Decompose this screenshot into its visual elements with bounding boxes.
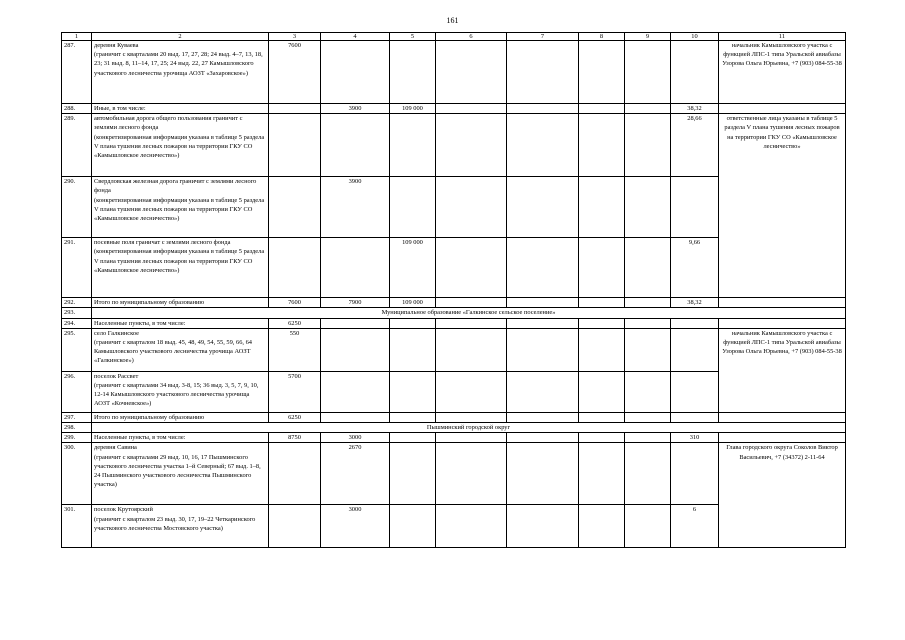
table-row (62, 318, 846, 328)
col6-value (436, 371, 507, 412)
row-number: 289. (62, 114, 92, 177)
row-description: (граничит с кварталами 29 выд. 10, 16, 17 Пышминского участкового лесничества участка 1–й Северный; 67 выд. 1–8, 24 Пышминского участкового лесничества Пышминского участка) (94, 453, 261, 489)
col4-value (321, 318, 390, 328)
row-description: (конкретизированная информация указана в таблице 5 раздела V плана тушения лесных пожаров на территории ГКУ СО «Камышловское лесничество») (94, 196, 265, 223)
row-number: 287. (62, 41, 92, 104)
col9-value (625, 41, 671, 104)
header-cell: 8 (579, 33, 625, 41)
row-description: (конкретизированная информация указана в таблице 5 раздела V плана тушения лесных пожаров на территории ГКУ СО «Камышловское лесничество») (94, 248, 265, 274)
col10-value: 9,66 (671, 238, 719, 298)
col5-value (390, 318, 436, 328)
col8-value (579, 412, 625, 422)
col7-value (507, 371, 579, 412)
col3-value: 7600 (269, 41, 321, 104)
col4-value: 7900 (321, 298, 390, 308)
table-row (62, 41, 846, 104)
header-cell: 1 (62, 33, 92, 41)
row-description: (конкретизированная информация указана в таблице 5 раздела V плана тушения лесных пожаров на территории ГКУ СО «Камышловское лесничество») (94, 133, 265, 160)
col5-value (390, 328, 436, 371)
row-name: Населенные пункты, в том числе: (92, 433, 269, 443)
col5-value (390, 114, 436, 177)
row-name-cell (92, 41, 269, 104)
col8-value (579, 298, 625, 308)
col8-value (579, 433, 625, 443)
col10-value: 28,66 (671, 114, 719, 177)
col5-value: 109 000 (390, 104, 436, 114)
row-name-cell (92, 238, 269, 298)
row-number: 298. (62, 423, 92, 433)
col4-value: 3000 (321, 505, 390, 548)
col10-value: 6 (671, 505, 719, 548)
row-name-cell (92, 505, 269, 548)
col6-value (436, 298, 507, 308)
row-number: 288. (62, 104, 92, 114)
row-name-cell (92, 443, 269, 505)
col8-value (579, 443, 625, 505)
col4-value (321, 114, 390, 177)
row-name: Итого по муниципальному образованию (92, 412, 269, 422)
col10-value (671, 318, 719, 328)
table-row (62, 412, 846, 422)
col6-value (436, 238, 507, 298)
col9-value (625, 104, 671, 114)
row-description: (граничит с кварталом 18 выд. 45, 48, 49, 54, 55, 59, 66, 64 Камышловского участкового лесничества урочища АОЗТ «Галкинское») (94, 339, 252, 365)
col9-value (625, 114, 671, 177)
row-number: 295. (62, 328, 92, 371)
row-description: (граничит с кварталами 34 выд. 3-8, 15; 36 выд. 3, 5, 7, 9, 10, 12-14 Камышловского участкового лесничества урочища АОЗТ «Кочневское») (94, 382, 259, 408)
header-cell: 6 (436, 33, 507, 41)
col4-value: 2670 (321, 443, 390, 505)
col9-value (625, 433, 671, 443)
col4-value (321, 41, 390, 104)
row-number: 300. (62, 443, 92, 505)
row-name: Иные, в том числе: (92, 104, 269, 114)
row-name: автомобильная дорога общего пользования граничит с землями лесного фонда (94, 115, 243, 132)
col8-value (579, 328, 625, 371)
row-number: 290. (62, 177, 92, 238)
col3-value: 550 (269, 328, 321, 371)
col3-value: 8750 (269, 433, 321, 443)
header-cell: 9 (625, 33, 671, 41)
row-name: поселок Рассвет (94, 372, 139, 380)
row-number: 293. (62, 308, 92, 318)
col9-value (625, 412, 671, 422)
col5-value: 109 000 (390, 298, 436, 308)
col4-value (321, 238, 390, 298)
col4-value: 3900 (321, 104, 390, 114)
col9-value (625, 177, 671, 238)
row-name-cell (92, 328, 269, 371)
col8-value (579, 114, 625, 177)
col9-value (625, 318, 671, 328)
responsible-cell: начальник Камышловского участка с функцией ЛПС-1 типа Уральской авиабазы Узорова Ольга Юрьевна, +7 (903) 084-55-38 (719, 41, 846, 104)
col5-value (390, 41, 436, 104)
col5-value (390, 371, 436, 412)
col7-value (507, 41, 579, 104)
col6-value (436, 114, 507, 177)
col7-value (507, 433, 579, 443)
col7-value (507, 505, 579, 548)
col3-value (269, 505, 321, 548)
row-name: Свердловская железная дорога граничит с землями лесного фонда (94, 178, 257, 195)
col6-value (436, 433, 507, 443)
col3-value (269, 104, 321, 114)
col7-value (507, 114, 579, 177)
col4-value: 3000 (321, 433, 390, 443)
col10-value (671, 443, 719, 505)
col6-value (436, 104, 507, 114)
section-row (62, 423, 846, 433)
col5-value (390, 412, 436, 422)
col7-value (507, 318, 579, 328)
col8-value (579, 371, 625, 412)
col7-value (507, 104, 579, 114)
row-number: 294. (62, 318, 92, 328)
col5-value (390, 433, 436, 443)
header-cell: 2 (92, 33, 269, 41)
col7-value (507, 238, 579, 298)
col5-value (390, 177, 436, 238)
responsible-cell: Глава городского округа Соколов Виктор Васильевич, +7 (34372) 2-11-64 (719, 443, 846, 548)
col9-value (625, 238, 671, 298)
col10-value (671, 328, 719, 371)
row-description: (граничит с кварталом 23 выд. 30, 17, 19–22 Четкаринского участкового лесничества Мостовского участка) (94, 515, 256, 532)
col8-value (579, 505, 625, 548)
row-number: 292. (62, 298, 92, 308)
responsible-cell (719, 433, 846, 443)
col10-value: 38,32 (671, 104, 719, 114)
row-number: 301. (62, 505, 92, 548)
col6-value (436, 328, 507, 371)
col3-value (269, 177, 321, 238)
col10-value (671, 412, 719, 422)
col6-value (436, 443, 507, 505)
col9-value (625, 505, 671, 548)
table-row (62, 443, 846, 505)
row-name: Населенные пункты, в том числе: (92, 318, 269, 328)
col5-value (390, 505, 436, 548)
row-name-cell (92, 177, 269, 238)
row-number: 291. (62, 238, 92, 298)
col7-value (507, 443, 579, 505)
col9-value (625, 328, 671, 371)
responsible-cell (719, 298, 846, 308)
col7-value (507, 177, 579, 238)
col4-value: 3900 (321, 177, 390, 238)
col4-value (321, 371, 390, 412)
col9-value (625, 443, 671, 505)
responsible-cell (719, 412, 846, 422)
table-row (62, 328, 846, 371)
page-number: 161 (446, 16, 459, 25)
header-cell: 4 (321, 33, 390, 41)
col8-value (579, 177, 625, 238)
col10-value: 310 (671, 433, 719, 443)
table-row (62, 114, 846, 177)
row-name: деревня Савина (94, 444, 137, 452)
header-cell: 10 (671, 33, 719, 41)
responsible-cell (719, 104, 846, 114)
header-cell: 11 (719, 33, 846, 41)
col10-value (671, 371, 719, 412)
col6-value (436, 318, 507, 328)
col3-value: 6250 (269, 412, 321, 422)
section-row (62, 308, 846, 318)
col5-value: 109 000 (390, 238, 436, 298)
col3-value (269, 114, 321, 177)
col9-value (625, 298, 671, 308)
col5-value (390, 443, 436, 505)
table-row (62, 433, 846, 443)
row-name-cell (92, 114, 269, 177)
col6-value (436, 177, 507, 238)
col3-value (269, 238, 321, 298)
row-number: 297. (62, 412, 92, 422)
header-cell: 5 (390, 33, 436, 41)
col7-value (507, 298, 579, 308)
row-name: деревня Куваева (94, 42, 139, 49)
col4-value (321, 412, 390, 422)
row-description: (граничит с кварталами 20 выд. 17, 27, 28; 24 выд. 4–7, 13, 18, 23; 31 выд. 8, 11–14, 17, 25; 24 выд. 22, 27 Камышловского участкового лесничества урочища АОЗТ «Захаровское») (94, 51, 263, 77)
col9-value (625, 371, 671, 412)
table-row (62, 298, 846, 308)
col3-value: 6250 (269, 318, 321, 328)
section-title: Муниципальное образование «Галкинское сельское поселение» (92, 308, 846, 318)
row-name: поселок Крутоярский (94, 506, 153, 514)
col6-value (436, 41, 507, 104)
col10-value: 38,32 (671, 298, 719, 308)
col8-value (579, 41, 625, 104)
col10-value (671, 41, 719, 104)
responsible-cell (719, 318, 846, 328)
responsible-cell: ответственные лица указаны в таблице 5 раздела V плана тушения лесных пожаров на территории ГКУ СО «Камышловское лесничество» (719, 114, 846, 298)
table-row (62, 104, 846, 114)
col10-value (671, 177, 719, 238)
row-name: Итого по муниципальному образованию (92, 298, 269, 308)
col7-value (507, 412, 579, 422)
header-cell: 3 (269, 33, 321, 41)
col3-value: 7600 (269, 298, 321, 308)
col8-value (579, 104, 625, 114)
row-name-cell (92, 371, 269, 412)
row-name: посевные поля граничат с землями лесного фонда (94, 239, 231, 247)
col3-value: 5700 (269, 371, 321, 412)
col8-value (579, 238, 625, 298)
row-name: село Галкинское (94, 329, 140, 337)
responsible-cell: начальник Камышловского участка с функцией ЛПС-1 типа Уральской авиабазы Узорова Ольга Юрьевна, +7 (903) 084-55-38 (719, 328, 846, 412)
header-cell: 7 (507, 33, 579, 41)
row-number: 299. (62, 433, 92, 443)
col6-value (436, 412, 507, 422)
col6-value (436, 505, 507, 548)
section-title: Пышминский городской округ (92, 423, 846, 433)
fire-plan-table (61, 32, 846, 548)
col3-value (269, 443, 321, 505)
col7-value (507, 328, 579, 371)
header-row (62, 33, 846, 41)
col4-value (321, 328, 390, 371)
row-number: 296. (62, 371, 92, 412)
col8-value (579, 318, 625, 328)
